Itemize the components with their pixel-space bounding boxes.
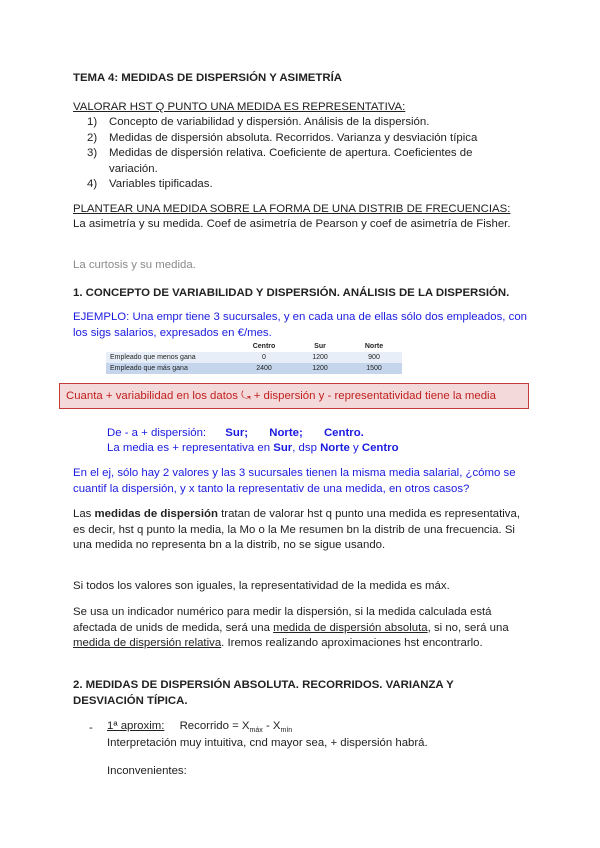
p3-absolute: medida de dispersión absoluta xyxy=(273,621,428,634)
rep-y: y xyxy=(349,442,362,454)
order-sur: Sur; xyxy=(225,427,249,439)
question-paragraph: En el ej, sólo hay 2 valores y las 3 sucursales tienen la misma media salarial, ¿cómo se cuantif la dispersión, y x tanto la representativ de una medida, en otros casos? xyxy=(73,467,516,495)
page-title: TEMA 4: MEDIDAS DE DISPERSIÓN Y ASIMETRÍA xyxy=(73,72,342,84)
range-formula xyxy=(180,720,293,732)
list-text: Medidas de dispersión relativa. Coeficiente de apertura. Coeficientes de variación. xyxy=(109,147,473,175)
table-cell: 2400 xyxy=(234,363,294,374)
order-centro: Centro. xyxy=(323,427,364,439)
table-cell: 1200 xyxy=(294,352,346,363)
table-header-row xyxy=(106,341,402,352)
rep-mid: , dsp xyxy=(292,442,321,454)
table-cell: 900 xyxy=(346,352,402,363)
rep-centro: Centro xyxy=(361,442,399,454)
p3-b: , si no, será una xyxy=(427,621,509,634)
table-cell: 1500 xyxy=(346,363,402,374)
order-label: De - a + dispersión: xyxy=(107,427,207,439)
row-label: Empleado que menos gana xyxy=(106,352,234,363)
p3-c: . Iremos realizando aproximaciones hst encontrarlo. xyxy=(221,637,483,649)
list-item xyxy=(87,115,507,131)
p1-prefix: Las xyxy=(73,508,95,520)
p3-relative: medida de dispersión relativa xyxy=(73,637,222,649)
list-number: 1) xyxy=(87,116,98,128)
list-text: Medidas de dispersión absoluta. Recorridos. Varianza y desviación típica xyxy=(109,132,478,144)
table-row xyxy=(106,363,402,374)
row-label: Empleado que más gana xyxy=(106,363,234,374)
column-header: Sur xyxy=(314,342,326,350)
list-text: Variables tipificadas. xyxy=(109,178,213,190)
aprox-label: 1ª aproxim: xyxy=(107,720,165,732)
table-cell: 1200 xyxy=(294,363,346,374)
list-text: Concepto de variabilidad y dispersión. Análisis de la dispersión. xyxy=(109,116,430,128)
formula-prefix: Recorrido = X xyxy=(179,720,250,732)
p1-rest: tratan de valorar hst q punto una medida es representativa, es decir, hst q punto la media, la Mo o la Me resumen bn la distrib de una frecuencia. Si una medida no representa bn a la distrib, no se sigue usando. xyxy=(73,508,521,551)
formula-sub-min: mín xyxy=(280,727,293,734)
interpretation-text: Interpretación muy intuitiva, cnd mayor sea, + dispersión habrá. xyxy=(107,737,428,749)
section2-heading: 2. MEDIDAS DE DISPERSIÓN ABSOLUTA. RECORRIDOS. VARIANZA Y DESVIACIÓN TÍPICA. xyxy=(73,679,454,707)
table-row xyxy=(106,352,402,363)
intro-heading: VALORAR HST Q PUNTO UNA MEDIDA ES REPRESENTATIVA: xyxy=(73,101,406,113)
table-cell: 0 xyxy=(234,352,294,363)
rep-norte: Norte xyxy=(320,442,350,454)
column-header: Norte xyxy=(364,342,384,350)
list-item xyxy=(87,177,507,193)
rep-prefix: La media es + representativa en xyxy=(107,442,274,454)
list-number: 2) xyxy=(87,132,98,144)
list-number: 4) xyxy=(87,178,98,190)
rep-sur: Sur xyxy=(273,442,293,454)
example-label: EJEMPLO: xyxy=(73,311,130,323)
representativity-line xyxy=(107,441,399,457)
salary-table xyxy=(106,341,402,374)
example-paragraph xyxy=(73,310,533,341)
dispersion-paragraph xyxy=(73,507,533,554)
formula-mid: - X xyxy=(262,720,281,732)
bullet-dash: - xyxy=(89,722,93,734)
list-number: 3) xyxy=(87,147,98,159)
p3-a: Se usa un indicador numérico para medir la dispersión, si la medida calculada está afectada de unids de medida, será una xyxy=(73,606,492,634)
inconvenientes-text: Inconvenientes: xyxy=(107,765,187,777)
list-item xyxy=(87,146,507,177)
order-norte: Norte; xyxy=(269,427,303,439)
dispersion-order xyxy=(107,426,364,442)
shape-text: La asimetría y su medida. Coef de asimetría de Pearson y coef de asimetría de Fisher. xyxy=(73,218,511,230)
shape-heading: PLANTEAR UNA MEDIDA SOBRE LA FORMA DE UNA DISTRIB DE FRECUENCIAS: xyxy=(73,203,511,215)
formula-sub-max: máx xyxy=(249,727,263,734)
callout-box: Cuanta + variabilidad en los datos ⤿ + dispersión y - representatividad tiene la media xyxy=(59,383,529,409)
indicator-paragraph xyxy=(73,605,533,652)
list-item xyxy=(87,131,507,147)
example-text: Una empr tiene 3 sucursales, y en cada una de ellas sólo dos empleados, con los sigs salarios, expresados en €/mes. xyxy=(73,311,527,339)
column-header: Centro xyxy=(252,342,276,350)
kurtosis-text: La curtosis y su medida. xyxy=(73,259,196,271)
max-representativity-paragraph: Si todos los valores son iguales, la representatividad de la medida es máx. xyxy=(73,580,450,592)
section1-heading: 1. CONCEPTO DE VARIABILIDAD Y DISPERSIÓN. ANÁLISIS DE LA DISPERSIÓN. xyxy=(73,287,510,299)
p1-bold: medidas de dispersión xyxy=(94,508,218,520)
